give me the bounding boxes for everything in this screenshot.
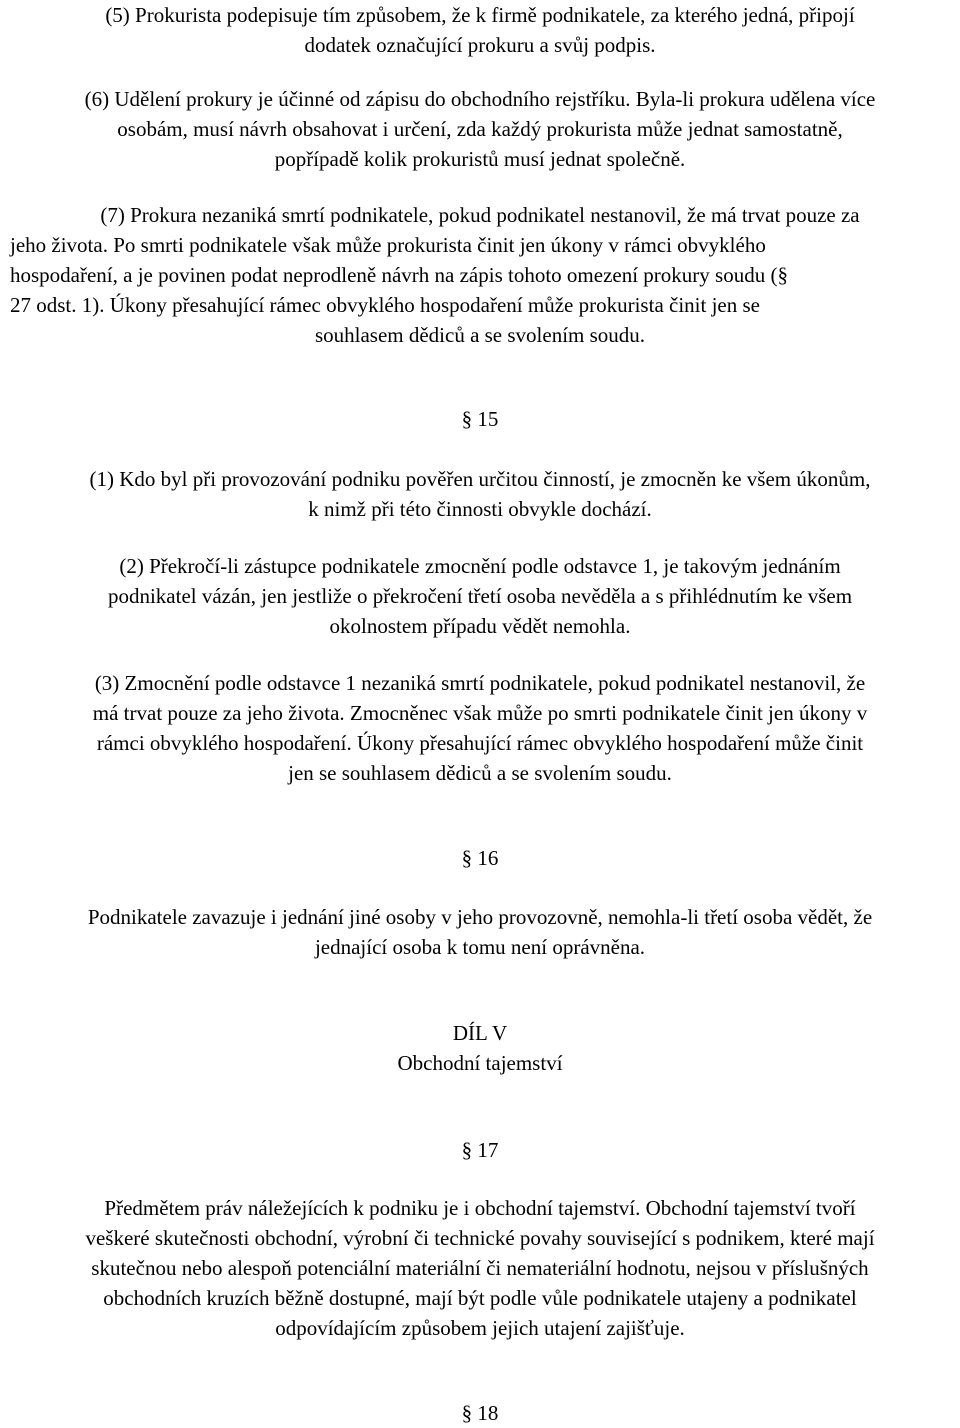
text-line: jeho života. Po smrti podnikatele však může prokurista činit jen úkony v rámci obvyklého — [10, 233, 766, 257]
paragraph-14-7 — [0, 200, 960, 350]
text-line: (6) Udělení prokury je účinné od zápisu do obchodního rejstříku. Byla-li prokura udělena více — [84, 87, 876, 111]
text-line: (3) Zmocnění podle odstavce 1 nezaniká smrtí podnikatele, pokud podnikatel nestanovil, že — [94, 671, 866, 695]
text-line: k nimž při této činnosti obvykle dochází. — [308, 497, 652, 521]
text-line: (1) Kdo byl při provozování podniku pověřen určitou činností, je zmocněn ke všem úkonům, — [89, 467, 871, 491]
paragraph-14-5 — [0, 0, 960, 60]
text-line: odpovídajícím způsobem jejich utajení zajišťuje. — [275, 1316, 685, 1340]
text-line: dodatek označující prokuru a svůj podpis. — [304, 33, 656, 57]
paragraph-16 — [0, 902, 960, 962]
text-line: Předmětem práv náležejících k podniku je i obchodní tajemství. Obchodní tajemství tvoří — [104, 1196, 856, 1220]
part-heading: DÍL V — [452, 1021, 508, 1045]
text-line: hospodaření, a je povinen podat neprodleně návrh na zápis tohoto omezení prokury soudu (§ — [10, 263, 788, 287]
section-heading-17: § 17 — [461, 1138, 499, 1162]
text-line: (5) Prokurista podepisuje tím způsobem, že k firmě podnikatele, za kterého jedná, připojí — [105, 3, 855, 27]
text-line: souhlasem dědiců a se svolením soudu. — [314, 323, 646, 347]
text-line: popřípadě kolik prokuristů musí jednat společně. — [274, 147, 686, 171]
section-heading-15: § 15 — [461, 407, 499, 431]
paragraph-15-1 — [0, 464, 960, 524]
paragraph-15-2 — [0, 551, 960, 641]
part-title: Obchodní tajemství — [397, 1051, 563, 1075]
text-line: (2) Překročí-li zástupce podnikatele zmocnění podle odstavce 1, je takovým jednáním — [119, 554, 841, 578]
paragraph-17 — [0, 1193, 960, 1343]
paragraph-15-3 — [0, 668, 960, 788]
text-line: okolnostem případu vědět nemohla. — [329, 614, 631, 638]
text-line: osobám, musí návrh obsahovat i určení, zda každý prokurista může jednat samostatně, — [117, 117, 843, 141]
paragraph-14-6 — [0, 84, 960, 174]
section-heading-18: § 18 — [461, 1401, 499, 1425]
text-line: (7) Prokura nezaniká smrtí podnikatele, pokud podnikatel nestanovil, že má trvat pouze za — [100, 203, 860, 227]
section-heading-16: § 16 — [461, 846, 499, 870]
text-line: obchodních kruzích běžně dostupné, mají být podle vůle podnikatele utajeny a podnikatel — [103, 1286, 857, 1310]
text-line: Podnikatele zavazuje i jednání jiné osoby v jeho provozovně, nemohla-li třetí osoba vědět, že — [87, 905, 873, 929]
text-line: rámci obvyklého hospodaření. Úkony přesahující rámec obvyklého hospodaření může činit — [96, 731, 864, 755]
text-line: jen se souhlasem dědiců a se svolením soudu. — [288, 761, 672, 785]
text-line: jednající osoba k tomu není oprávněna. — [314, 935, 646, 959]
text-line: podnikatel vázán, jen jestliže o překročení třetí osoba nevěděla a s přihlédnutím ke všem — [107, 584, 853, 608]
text-line: má trvat pouze za jeho života. Zmocněnec však může po smrti podnikatele činit jen úkony v — [92, 701, 868, 725]
text-line: veškeré skutečnosti obchodní, výrobní či technické povahy související s podnikem, které mají — [85, 1226, 875, 1250]
text-line: 27 odst. 1). Úkony přesahující rámec obvyklého hospodaření může prokurista činit jen se — [10, 293, 760, 317]
text-line: skutečnou nebo alespoň potenciální materiální či nemateriální hodnotu, nejsou v příslušných — [91, 1256, 869, 1280]
